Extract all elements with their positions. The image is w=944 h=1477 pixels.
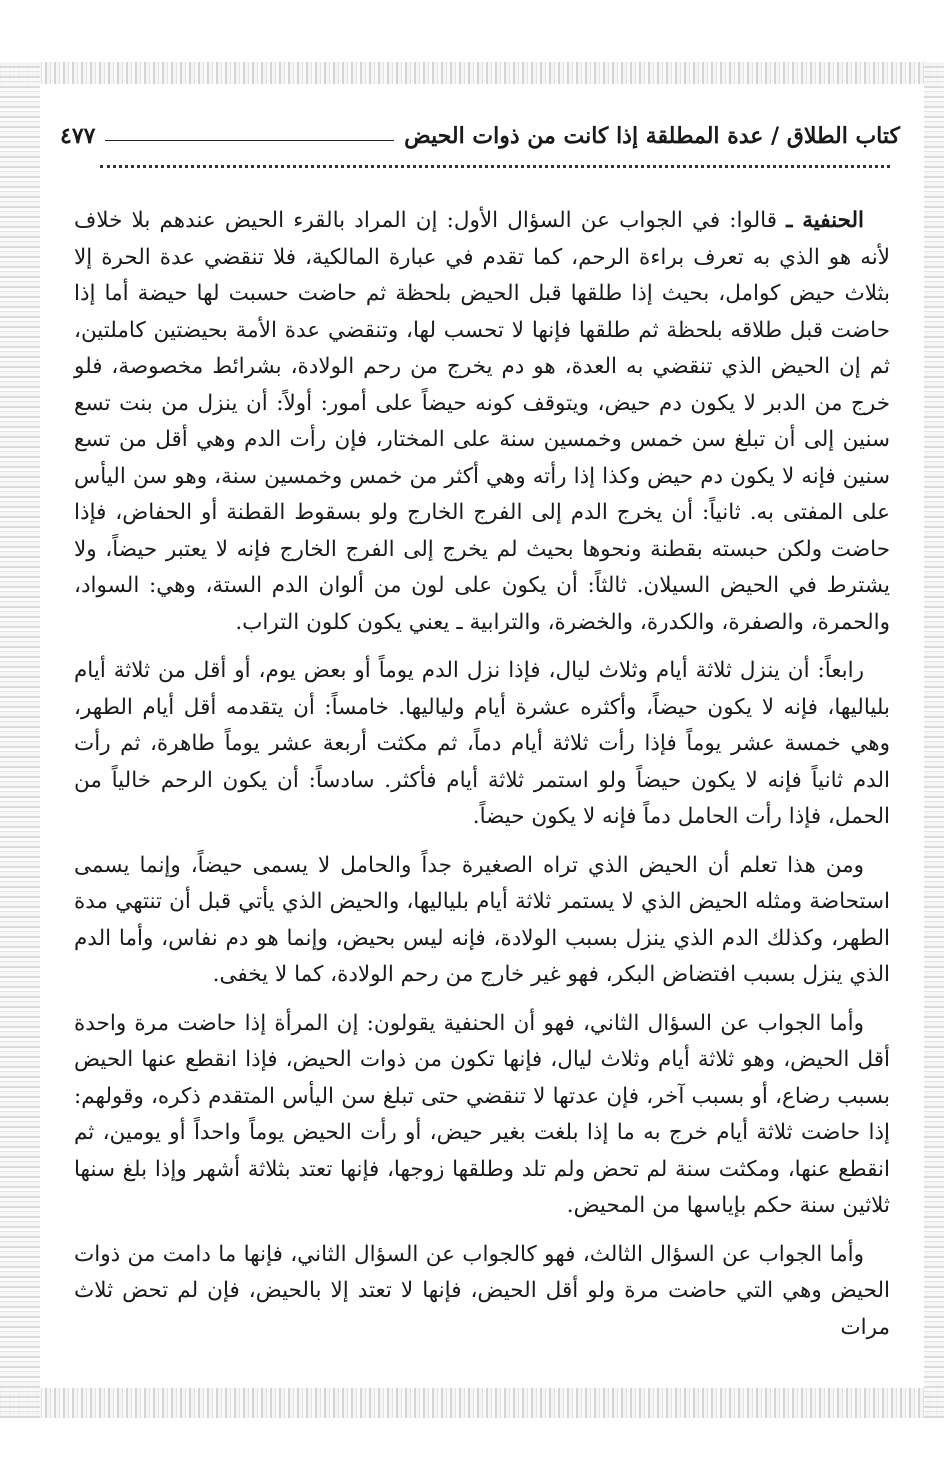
running-header bbox=[60, 113, 900, 149]
paragraph-3 bbox=[74, 848, 890, 994]
paragraph-4 bbox=[74, 1006, 890, 1225]
header-rule bbox=[105, 140, 394, 141]
page-body bbox=[74, 203, 890, 1358]
paragraph-1 bbox=[74, 203, 890, 641]
scan-edge-bottom bbox=[0, 1388, 944, 1418]
paragraph-text: رابعاً: أن ينزل ثلاثة أيام وثلاث ليال، فإذا نزل الدم يوماً أو بعض يوم، أو أقل من ثلاثة أيام بلياليها، فإنه لا يكون حيضاً، وأكثره عشرة أيام ولياليها. خامساً: أن يتقدمه أقل أيام الطهر، وهي خمسة عشر يوماً فإذا رأت ثلاثة أيام دماً، ثم مكثت أربعة عشر يوماً طاهرة، ثم رأت الدم ثانياً فإنه لا يكون حيضاً ولو استمر ثلاثة أيام فأكثر. سادساً: أن يكون الرحم خالياً من الحمل، فإذا رأت الحامل دماً فإنه لا يكون حيضاً. bbox=[74, 658, 890, 829]
paragraph-text: وأما الجواب عن السؤال الثاني، فهو أن الحنفية يقولون: إن المرأة إذا حاضت مرة واحدة أقل الحيض، وهو ثلاثة أيام وثلاث ليال، فإنها تكون من ذوات الحيض، فإذا انقطع عنها الحيض بسبب رضاع، أو بسبب آخر، فإن عدتها لا تنقضي حتى تبلغ سن اليأس المتقدم ذكره، وقولهم: إذا حاضت ثلاثة أيام خرج به ما إذا بلغت بغير حيض، أو رأت الحيض يوماً واحداً أو يومين، ثم انقطع عنها، ومكثت سنة لم تحض ولم تلد وطلقها زوجها، فإنها تعتد بثلاثة أشهر وإذا بلغ سنها ثلاثين سنة حكم بإياسها من المحيض. bbox=[74, 1010, 890, 1218]
header-title: كتاب الطلاق / عدة المطلقة إذا كانت من ذوات الحيض bbox=[404, 123, 900, 149]
paragraph-text: وأما الجواب عن السؤال الثالث، فهو كالجواب عن السؤال الثاني، فإنها ما دامت من ذوات الحيض وهي التي حاضت مرة ولو أقل الحيض، فإنها لا تعتد إلا بالحيض، فإن لم تحض ثلاث مرات bbox=[74, 1241, 890, 1340]
scan-edge-top bbox=[0, 62, 944, 84]
scan-edge-left bbox=[0, 62, 40, 1418]
book-page bbox=[60, 95, 900, 1385]
dotted-separator bbox=[100, 157, 890, 168]
paragraph-text: قالوا: في الجواب عن السؤال الأول: إن المراد بالقرء الحيض عندهم بلا خلاف لأنه هو الذي به تعرف براءة الرحم، كما تقدم في عبارة المالكية، فلا تنقضي عدة الحرة إلا بثلاث حيض كوامل، بحيث إذا طلقها قبل الحيض بلحظة ثم حاضت حسبت لها حيضة أما إذا حاضت قبل طلاقه بلحظة ثم طلقها فإنها لا تحسب لها، وتنقضي عدة الأمة بحيضتين كاملتين، ثم إن الحيض الذي تنقضي به العدة، هو دم يخرج من رحم الولادة، بشرائط مخصوصة، فلو خرج من الدبر لا يكون دم حيض، ويتوقف كونه حيضاً على أمور: أولاً: أن ينزل من بنت تسع سنين إلى أن تبلغ سن خمس وخمسين سنة على المختار، فإن رأت الدم وهي أقل من تسع سنين فإنه لا يكون دم حيض وكذا إذا رأته وهي أكثر من خمس وخمسين سنة، وهو سن اليأس على المفتى به. ثانياً: أن يخرج الدم إلى الفرج الخارج ولو بسقوط القطنة أو الحفاض، فإذا حاضت ولكن حبسته بقطنة ونحوها بحيث لم يخرج إلى الفرج الخارج فإنه لا يعتبر حيضاً، ولا يشترط في الحيض السيلان. ثالثاً: أن يكون على لون من ألوان الدم الستة، وهي: السواد، والحمرة، والصفرة، والكدرة، والخضرة، والترابية ـ يعني يكون كلون التراب. bbox=[74, 208, 890, 635]
paragraph-lead: الحنفية ـ bbox=[786, 208, 864, 233]
paragraph-text: ومن هذا تعلم أن الحيض الذي تراه الصغيرة جداً والحامل لا يسمى حيضاً، وإنما يسمى استحاضة ومثله الحيض الذي لا يستمر ثلاثة أيام بلياليها، والحيض الذي يأتي قبل أن تنتهي مدة الطهر، وكذلك الدم الذي ينزل بسبب الولادة، فإنه ليس بحيض، وإنما هو دم نفاس، وأما الدم الذي ينزل بسبب افتضاض البكر، فهو غير خارج من رحم الولادة، كما لا يخفى. bbox=[74, 852, 890, 987]
scan-edge-right bbox=[924, 62, 944, 1418]
paragraph-2 bbox=[74, 653, 890, 836]
paragraph-5 bbox=[74, 1237, 890, 1347]
page-number: ٤٧٧ bbox=[60, 123, 96, 149]
